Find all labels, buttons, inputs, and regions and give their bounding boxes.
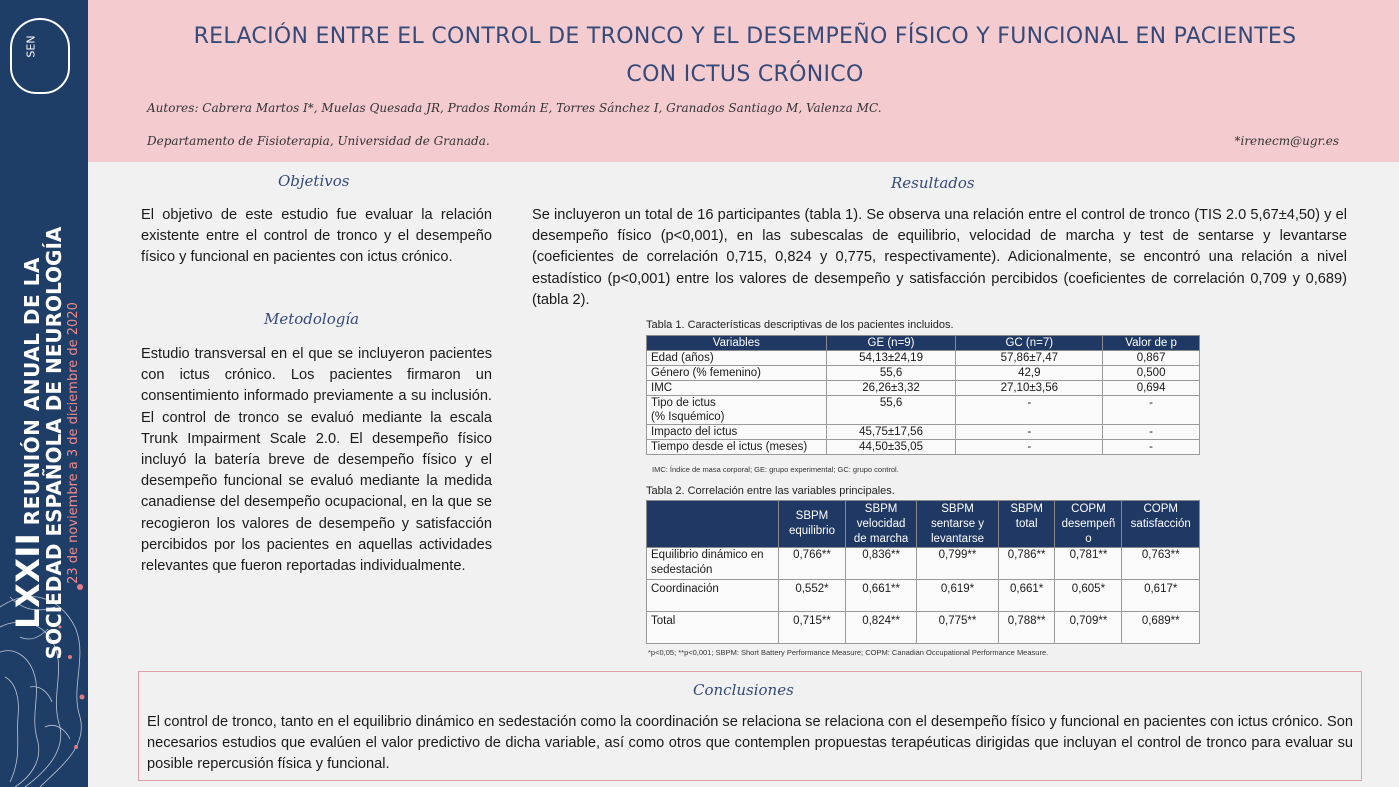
table-cell: 0,836** — [845, 548, 916, 580]
conference-banner — [9, 143, 83, 743]
header-line: COPM — [1143, 502, 1178, 515]
table2-caption: Tabla 2. Correlación entre las variables principales. — [646, 485, 895, 497]
table-cell: 0,781** — [1055, 548, 1122, 580]
table-row — [647, 366, 1200, 381]
table2-header-cell — [1055, 501, 1122, 548]
table-cell: 0,788** — [998, 612, 1055, 644]
table-cell: 0,694 — [1103, 381, 1200, 396]
table2 — [646, 500, 1200, 644]
header-line — [1003, 532, 1051, 547]
table-cell: Género (% femenino) — [647, 366, 827, 381]
table2-header-row — [647, 501, 1200, 548]
table-cell: 55,6 — [826, 366, 956, 381]
table-cell: 0,619* — [917, 580, 999, 612]
title-line2: CON ICTUS CRÓNICO — [626, 62, 864, 87]
table-cell: 0,661* — [998, 580, 1055, 612]
table-cell: Equilibrio dinámico en sedestación — [647, 548, 779, 580]
conclusiones-title: Conclusiones — [693, 681, 794, 699]
header-line: satisfacción — [1130, 517, 1191, 530]
header-line: levantarse — [931, 532, 985, 545]
table-row — [647, 410, 1200, 425]
header-line — [1126, 532, 1195, 547]
table1 — [646, 335, 1200, 455]
table-cell: Edad (años) — [647, 351, 827, 366]
table-cell: 27,10±3,56 — [956, 381, 1103, 396]
poster-title — [100, 18, 1390, 94]
table-cell: (% Isquémico) — [647, 410, 827, 425]
table-cell — [1103, 410, 1200, 425]
conclusiones-box — [138, 671, 1362, 781]
table-cell: 42,9 — [956, 366, 1103, 381]
table1-header-cell: GC (n=7) — [956, 336, 1103, 351]
contact-email: *irenecm@ugr.es — [1234, 134, 1339, 148]
table2-header-cell — [998, 501, 1055, 548]
metodologia-text: Estudio transversal en el que se incluyeron pacientes con ictus crónico. Los pacientes firmaron un consentimiento informado previamente a su inclusión. El control de tronco se evaluó mediante la escala Trunk Impairment Scale 2.0. El desempeño físico incluyó la batería breve de desempeño físico y el desempeño funcional se evaluó mediante la medida canadiense del desempeño ocupacional, en la que se recogieron los valores de desempeño y satisfacción percibidos por los pacientes en aquellas actividades relevantes que fueron reportadas individualmente. — [141, 346, 492, 575]
table-cell: 55,6 — [826, 396, 956, 411]
table-row — [647, 580, 1200, 612]
table-cell: IMC — [647, 381, 827, 396]
table2-header-cell — [1122, 501, 1200, 548]
table-cell: 0,824** — [845, 612, 916, 644]
table1-header-row — [647, 336, 1200, 351]
table-row — [647, 396, 1200, 411]
table1-caption: Tabla 1. Características descriptivas de los pacientes incluidos. — [646, 319, 954, 331]
title-line1: RELACIÓN ENTRE EL CONTROL DE TRONCO Y EL DESEMPEÑO FÍSICO Y FUNCIONAL EN PACIENTES — [193, 24, 1297, 49]
header-line: de marcha — [853, 532, 909, 545]
header-line: o — [1085, 532, 1092, 545]
resultados-title: Resultados — [891, 174, 975, 192]
table-cell: 26,26±3,32 — [826, 381, 956, 396]
table2-header-cell — [647, 501, 779, 548]
table1-header-cell: Variables — [647, 336, 827, 351]
table-cell: 0,786** — [998, 548, 1055, 580]
table-cell: 0,715** — [778, 612, 845, 644]
table-cell: Tipo de ictus — [647, 396, 827, 411]
conference-number: LXXII — [9, 532, 47, 629]
authors: Autores: Cabrera Martos I*, Muelas Quesada JR, Prados Román E, Torres Sánchez I, Granados Santiago M, Valenza MC. — [147, 101, 882, 115]
header-line: velocidad — [856, 517, 906, 530]
table-cell: 0,867 — [1103, 351, 1200, 366]
table-row — [647, 351, 1200, 366]
table-cell: 0,500 — [1103, 366, 1200, 381]
resultados-text: Se incluyeron un total de 16 participantes (tabla 1). Se observa una relación entre el control de tronco (TIS 2.0 5,67±4,50) y el desempeño físico (p<0,001), en las subescalas de equilibrio, velocidad de marcha y test de sentarse y levantarse (coeficientes de correlación 0,715, 0,824 y 0,775, respectivamente). Adicionalmente, se encontró una relación a nivel estadístico (p<0,001) entre los valores de desempeño y satisfacción percibidos (coeficientes de correlación 0,709 y 0,689) (tabla 2). — [532, 207, 1347, 308]
table1-header-cell: Valor de p — [1103, 336, 1200, 351]
table-cell: 0,709** — [1055, 612, 1122, 644]
header-line: SBPM — [864, 502, 898, 515]
table-cell — [826, 410, 956, 425]
objetivos-title: Objetivos — [278, 172, 350, 190]
table2-note: *p<0,05; **p<0,001; SBPM: Short Battery Performance Measure; COPM: Canadian Occupational Performance Measure. — [648, 648, 1049, 657]
sen-logo — [10, 18, 70, 94]
header-line: COPM — [1071, 502, 1106, 515]
table-cell: 45,75±17,56 — [826, 425, 956, 440]
table-cell: 0,763** — [1122, 548, 1200, 580]
table-cell: Tiempo desde el ictus (meses) — [647, 440, 827, 455]
header-line: sentarse y — [931, 517, 985, 530]
table-cell: - — [1103, 396, 1200, 411]
table-cell: 0,689** — [1122, 612, 1200, 644]
header-line: desempeñ — [1061, 517, 1116, 530]
table2-header-cell — [845, 501, 916, 548]
table-cell: Impacto del ictus — [647, 425, 827, 440]
table-cell: - — [956, 396, 1103, 411]
table-cell: - — [1103, 440, 1200, 455]
table-cell: 0,766** — [778, 548, 845, 580]
table-cell: 54,13±24,19 — [826, 351, 956, 366]
table-row — [647, 612, 1200, 644]
table-cell: 0,605* — [1055, 580, 1122, 612]
table-cell — [956, 410, 1103, 425]
table-cell: 57,86±7,47 — [956, 351, 1103, 366]
table-cell: Coordinación — [647, 580, 779, 612]
sen-logo-text: SEN — [24, 35, 38, 58]
conclusiones-text: El control de tronco, tanto en el equilibrio dinámico en sedestación como la coordinación se relaciona se relaciona con el desempeño físico y funcional en pacientes con ictus crónico. Son necesarios estudios que evalúen el valor predictivo de dicha variable, así como otros que contemplen propuestas terapéuticas dirigidas que incluyan el control de tronco para evaluar su posible repercusión física y funcional. — [147, 714, 1353, 773]
department: Departamento de Fisioterapia, Universidad de Granada. — [147, 134, 490, 148]
header-line: SBPM — [795, 510, 829, 522]
header-line: SBPM — [941, 502, 974, 515]
table-row — [647, 548, 1200, 580]
table-cell: 44,50±35,05 — [826, 440, 956, 455]
header-line: equilibrio — [788, 525, 835, 537]
table2-header-cell — [778, 501, 845, 548]
table1-note: IMC: Índice de masa corporal; GE: grupo experimental; GC: grupo control. — [652, 465, 899, 474]
conference-line2: SOCIEDAD ESPAÑOLA DE NEUROLOGÍA — [42, 226, 66, 660]
sidebar — [0, 0, 88, 787]
header-line: SBPM — [1010, 502, 1043, 515]
conference-dates: 23 de noviembre a 3 de diciembre de 2020 — [66, 302, 81, 584]
table-cell: - — [1103, 425, 1200, 440]
conference-line1: REUNIÓN ANUAL DE LA — [20, 257, 44, 526]
table1-header-cell: GE (n=9) — [826, 336, 956, 351]
table-cell: - — [956, 440, 1103, 455]
table-row — [647, 425, 1200, 440]
table-cell: Total — [647, 612, 779, 644]
metodologia-title: Metodología — [264, 310, 360, 328]
table-cell: 0,617* — [1122, 580, 1200, 612]
table-cell: 0,775** — [917, 612, 999, 644]
objetivos-text: El objetivo de este estudio fue evaluar la relación existente entre el control de tronco y el desempeño físico y funcional en pacientes con ictus crónico. — [141, 207, 492, 266]
table-cell: 0,661** — [845, 580, 916, 612]
table-cell: 0,552* — [778, 580, 845, 612]
table2-header-cell — [917, 501, 999, 548]
table-row — [647, 440, 1200, 455]
table-cell: 0,799** — [917, 548, 999, 580]
table-row — [647, 381, 1200, 396]
header-line: total — [1015, 517, 1038, 530]
table-cell: - — [956, 425, 1103, 440]
